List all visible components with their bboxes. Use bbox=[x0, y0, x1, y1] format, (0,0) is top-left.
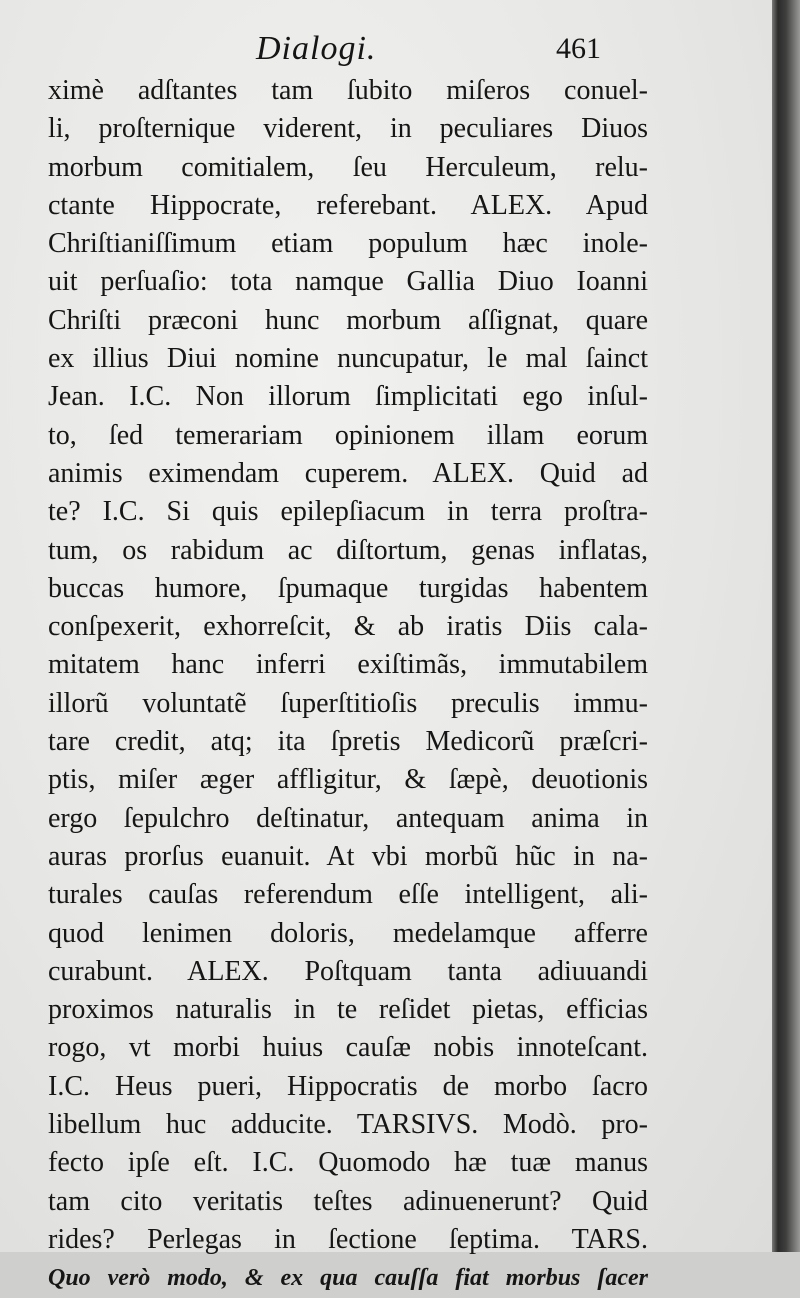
text-line: auras prorſus euanuit. At vbi morbũ hũc in na- bbox=[48, 840, 648, 872]
text-line: li, proſternique viderent, in peculiares Diuos bbox=[48, 113, 648, 145]
text-line: turales cauſas referendum eſſe intelligent, ali- bbox=[48, 879, 648, 911]
text-line: Chriſti præconi hunc morbum aſſignat, quare bbox=[48, 304, 648, 336]
text-line: rogo, vt morbi huius cauſæ nobis innoteſcant. bbox=[48, 1032, 648, 1064]
text-line: fecto ipſe eſt. I.C. Quomodo hæ tuæ manus bbox=[48, 1147, 648, 1179]
text-line: libellum huc adducite. TARSIVS. Modò. pro- bbox=[48, 1109, 648, 1141]
text-line: to, ſed temerariam opinionem illam eorum bbox=[48, 419, 648, 451]
text-line: ergo ſepulchro deſtinatur, antequam anima in bbox=[48, 802, 648, 834]
text-line: tum, os rabidum ac diſtortum, genas inflatas, bbox=[48, 534, 648, 566]
book-binding-shadow bbox=[772, 0, 800, 1252]
text-line: buccas humore, ſpumaque turgidas habentem bbox=[48, 572, 648, 604]
text-line: ex illius Diui nomine nuncupatur, le mal ſainct bbox=[48, 343, 648, 375]
text-line: Chriſtianiſſimum etiam populum hæc inole- bbox=[48, 228, 648, 260]
text-line: curabunt. ALEX. Poſtquam tanta adiuuandi bbox=[48, 955, 648, 987]
text-line: mitatem hanc inferri exiſtimãs, immutabilem bbox=[48, 649, 648, 681]
text-line: Jean. I.C. Non illorum ſimplicitati ego inſul- bbox=[48, 381, 648, 413]
text-line: conſpexerit, exhorreſcit, & ab iratis Diis cala- bbox=[48, 611, 648, 643]
text-line: rides? Perlegas in ſectione ſeptima. TARS. bbox=[48, 1223, 648, 1255]
text-line: ximè adſtantes tam ſubito miſeros conuel- bbox=[48, 75, 648, 106]
text-line: quod lenimen doloris, medelamque afferre bbox=[48, 917, 648, 949]
text-line: tam cito veritatis teſtes adinuenerunt? Quid bbox=[48, 1185, 648, 1217]
text-line: ptis, miſer æger affligitur, & ſæpè, deuotionis bbox=[48, 764, 648, 796]
text-line-blackletter: Quo verò modo, & ex qua cauſſa fiat morbus ſacer bbox=[48, 1265, 648, 1292]
page-number: 461 bbox=[556, 32, 601, 65]
text-line: I.C. Heus pueri, Hippocratis de morbo ſacro bbox=[48, 1070, 648, 1102]
text-line: animis eximendam cuperem. ALEX. Quid ad bbox=[48, 457, 648, 489]
text-line: uit perſuaſio: tota namque Gallia Diuo Ioanni bbox=[48, 266, 648, 298]
running-head: Dialogi. bbox=[256, 30, 377, 67]
text-line: morbum comitialem, ſeu Herculeum, relu- bbox=[48, 151, 648, 183]
body-text bbox=[48, 72, 648, 1298]
page-header bbox=[0, 30, 776, 74]
text-line: te? I.C. Si quis epilepſiacum in terra proſtra- bbox=[48, 496, 648, 528]
text-line: proximos naturalis in te reſidet pietas, efficias bbox=[48, 994, 648, 1026]
text-line: illorũ voluntatẽ ſuperſtitioſis preculis immu- bbox=[48, 687, 648, 719]
text-line: tare credit, atq; ita ſpretis Medicorũ præſcri- bbox=[48, 726, 648, 758]
text-line: ctante Hippocrate, referebant. ALEX. Apud bbox=[48, 189, 648, 221]
